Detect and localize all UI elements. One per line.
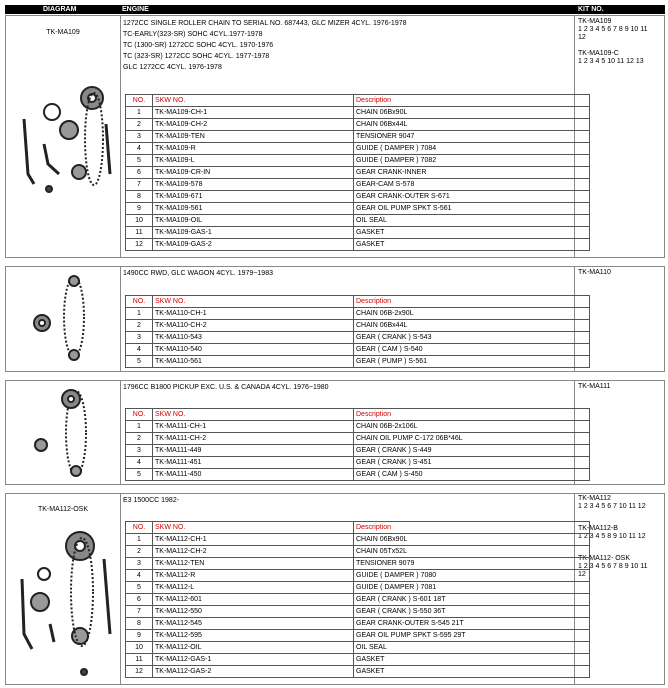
kit-line: 1 2 3 4 5 10 11 12 13 [578,58,644,65]
cell-no: 1 [126,534,153,546]
cell-skw: TK-MA109-578 [153,179,354,191]
column-header-desc: Description [354,296,590,308]
cell-desc: GASKET [354,666,590,678]
cell-desc: OIL SEAL [354,642,590,654]
parts-table [125,408,590,481]
timing-kit-diagram [26,273,106,367]
cell-no: 1 [126,421,153,433]
cell-no: 6 [126,167,153,179]
cell-skw: TK-MA109-L [153,155,354,167]
cell-no: 5 [126,356,153,368]
cell-skw: TK-MA112-595 [153,630,354,642]
table-header-row [126,522,590,534]
table-row [126,131,590,143]
column-header-skw: SKW NO. [153,522,354,534]
table-row [126,582,590,594]
table-row [126,143,590,155]
cell-desc: GEAR CRANK-INNER [354,167,590,179]
guide-icon [24,119,34,184]
cell-no: 3 [126,445,153,457]
cell-desc: GEAR ( CAM ) S-450 [354,469,590,481]
engine-line: GLC 1272CC 4CYL. 1976-1978 [123,64,222,71]
cell-skw: TK-MA112-545 [153,618,354,630]
cell-no: 7 [126,179,153,191]
cell-skw: TK-MA111-CH-2 [153,433,354,445]
cell-desc: GEAR ( CRANK ) S-550 36T [354,606,590,618]
cell-no: 5 [126,469,153,481]
kit-line: 1 2 3 4 5 8 9 10 11 12 [578,533,646,540]
table-row [126,227,590,239]
table-row [126,191,590,203]
column-header-skw: SKW NO. [153,95,354,107]
header-engine: ENGINE [122,6,149,13]
cell-skw: TK-MA112-550 [153,606,354,618]
cell-skw: TK-MA112-L [153,582,354,594]
cell-desc: CHAIN 06B-2x106L [354,421,590,433]
kit-numbers [578,18,648,66]
timing-kit-diagram [14,84,114,214]
cell-desc: GEAR ( CAM ) S-540 [354,344,590,356]
table-row [126,630,590,642]
crank-gear-icon [35,439,47,451]
diagram-label: TK-MA109 [46,29,80,36]
table-row [126,356,590,368]
kit-line: 1 2 3 4 5 6 7 8 9 10 11 [578,26,648,33]
cell-desc: GASKET [354,239,590,251]
cell-no: 9 [126,630,153,642]
column-header-no: NO. [126,522,153,534]
cell-no: 11 [126,227,153,239]
cell-desc: TENSIONER 9079 [354,558,590,570]
table-row [126,570,590,582]
cell-skw: TK-MA109-CH-2 [153,119,354,131]
kit-block-ma109 [5,15,665,258]
cell-desc: GUIDE ( DAMPER ) 7084 [354,143,590,155]
cell-desc: GUIDE ( DAMPER ) 7082 [354,155,590,167]
oil-seal-icon [38,568,50,580]
table-row [126,167,590,179]
cell-desc: GEAR-CAM S-578 [354,179,590,191]
table-row [126,215,590,227]
table-row [126,433,590,445]
cell-desc: CHAIN 06Bx90L [354,107,590,119]
engine-line: 1272CC SINGLE ROLLER CHAIN TO SERIAL NO. 687443, GLC MIZER 4CYL. 1976-1978 [123,20,407,27]
cell-no: 5 [126,155,153,167]
cell-no: 10 [126,215,153,227]
cell-desc: GEAR ( CRANK ) S-451 [354,457,590,469]
cell-skw: TK-MA112-601 [153,594,354,606]
table-header-row [126,95,590,107]
kit-numbers [578,383,610,391]
guide-icon [22,579,32,649]
cell-no: 6 [126,594,153,606]
oil-pump-gear-icon [60,121,78,139]
cell-no: 2 [126,119,153,131]
header-bar [5,5,665,14]
cell-no: 2 [126,546,153,558]
column-header-skw: SKW NO. [153,409,354,421]
cell-skw: TK-MA109-CR-IN [153,167,354,179]
cell-skw: TK-MA112-CH-2 [153,546,354,558]
cell-no: 8 [126,191,153,203]
cell-no: 10 [126,642,153,654]
cell-skw: TK-MA109-OIL [153,215,354,227]
cell-desc: GUIDE ( DAMPER ) 7080 [354,570,590,582]
parts-table [125,94,590,251]
kit-line: TK-MA112- OSK [578,555,630,562]
table-row [126,606,590,618]
cell-no: 8 [126,618,153,630]
cell-desc: GEAR CRANK-OUTER S-671 [354,191,590,203]
cell-skw: TK-MA112-GAS-1 [153,654,354,666]
table-row [126,534,590,546]
table-row [126,618,590,630]
table-row [126,308,590,320]
kit-numbers [578,269,611,277]
parts-table [125,295,590,368]
kit-line: 1 2 3 4 5 6 7 10 11 12 [578,503,646,510]
cell-desc: CHAIN 06Bx44L [354,320,590,332]
cell-desc: CHAIN 06Bx90L [354,534,590,546]
table-row [126,457,590,469]
column-header-desc: Description [354,409,590,421]
cell-skw: TK-MA110-CH-2 [153,320,354,332]
cell-skw: TK-MA112-TEN [153,558,354,570]
cell-skw: TK-MA110-561 [153,356,354,368]
cell-skw: TK-MA111-451 [153,457,354,469]
kit-line: 12 [578,571,586,578]
table-row [126,119,590,131]
kit-block-ma110 [5,266,665,372]
kit-line: 12 [578,34,586,41]
table-row [126,239,590,251]
cell-desc: GEAR ( PUMP ) S-561 [354,356,590,368]
cell-desc: GEAR OIL PUMP SPKT S-595 29T [354,630,590,642]
cell-no: 7 [126,606,153,618]
cell-skw: TK-MA109-561 [153,203,354,215]
table-row [126,469,590,481]
oil-pump-gear-icon [69,350,79,360]
cell-no: 4 [126,570,153,582]
kit-block-ma112 [5,493,665,685]
cell-desc: OIL SEAL [354,215,590,227]
kit-line: 1 2 3 4 5 6 7 8 9 10 11 [578,563,648,570]
cell-desc: GEAR ( CRANK ) S-449 [354,445,590,457]
kit-line: TK-MA111 [578,383,611,390]
oil-seal-icon [44,104,60,120]
crank-gear-icon [72,628,88,644]
engine-lines [123,268,273,279]
diagram-label: TK-MA112-OSK [37,506,89,513]
cell-skw: TK-MA111-450 [153,469,354,481]
kit-block-ma111 [5,380,665,485]
column-header-no: NO. [126,95,153,107]
cell-skw: TK-MA109-TEN [153,131,354,143]
table-row [126,594,590,606]
cell-no: 1 [126,107,153,119]
cell-skw: TK-MA111-449 [153,445,354,457]
kit-line: TK-MA112-B [578,525,618,532]
cell-skw: TK-MA109-GAS-2 [153,239,354,251]
table-row [126,445,590,457]
cell-skw: TK-MA109-671 [153,191,354,203]
cell-desc: GEAR ( CRANK ) S-601 18T [354,594,590,606]
cell-no: 11 [126,654,153,666]
column-header-no: NO. [126,409,153,421]
kit-line: TK-MA109 [578,18,612,25]
cell-no: 2 [126,320,153,332]
cell-skw: TK-MA110-CH-1 [153,308,354,320]
table-row [126,642,590,654]
timing-kit-diagram [14,524,118,680]
cell-skw: TK-MA110-543 [153,332,354,344]
engine-line: E3 1500CC 1982- [123,497,180,504]
kit-line: TK-MA110 [578,269,611,276]
cell-desc: TENSIONER 9047 [354,131,590,143]
crank-gear-icon [72,165,86,179]
engine-line: TC (323-SR) 1272CC SOHC 4CYL. 1977-1978 [123,53,270,60]
cell-no: 9 [126,203,153,215]
table-row [126,332,590,344]
cell-no: 4 [126,143,153,155]
engine-line: 1490CC RWD, GLC WAGON 4CYL. 1979~1983 [123,270,273,277]
cell-desc: GASKET [354,654,590,666]
table-row [126,421,590,433]
table-header-row [126,296,590,308]
engine-lines [123,382,329,393]
header-diagram: DIAGRAM [43,6,77,13]
column-header-desc: Description [354,95,590,107]
cell-no: 3 [126,558,153,570]
kit-line: TK-MA112 [578,495,611,502]
table-row [126,344,590,356]
cell-no: 12 [126,666,153,678]
cell-skw: TK-MA112-R [153,570,354,582]
parts-table [125,521,590,678]
engine-lines [123,495,179,506]
cell-skw: TK-MA109-CH-1 [153,107,354,119]
table-row [126,107,590,119]
engine-lines [123,18,407,73]
cell-desc: GEAR CRANK-OUTER S-545 21T [354,618,590,630]
chain-icon [64,277,84,357]
table-row [126,179,590,191]
engine-line: TC (1300-SR) 1272CC SOHC 4CYL. 1970-1976 [123,42,274,49]
table-row [126,546,590,558]
cell-desc: GUIDE ( DAMPER ) 7081 [354,582,590,594]
cell-desc: CHAIN 06B-2x90L [354,308,590,320]
cell-desc: CHAIN OIL PUMP C-172 06B*46L [354,433,590,445]
cell-no: 1 [126,308,153,320]
kit-line: TK-MA109-C [578,50,619,57]
column-header-skw: SKW NO. [153,296,354,308]
cell-desc: GASKET [354,227,590,239]
table-row [126,666,590,678]
cell-skw: TK-MA112-OIL [153,642,354,654]
table-header-row [126,409,590,421]
table-row [126,203,590,215]
kit-line [578,42,648,50]
oil-pump-gear-icon [31,593,49,611]
cell-no: 3 [126,131,153,143]
engine-line: 1796CC B1800 PICKUP EXC. U.S. & CANADA 4CYL. 1976~1980 [123,384,329,391]
cell-no: 4 [126,457,153,469]
cell-skw: TK-MA112-GAS-2 [153,666,354,678]
cell-skw: TK-MA112-CH-1 [153,534,354,546]
engine-line: TC-EARLY(323-SR) SOHC 4CYL.1977-1978 [123,31,263,38]
cell-skw: TK-MA109-R [153,143,354,155]
cell-no: 2 [126,433,153,445]
header-kit: KIT NO. [578,6,604,13]
crank-gear-icon [69,276,79,286]
cell-desc: GEAR ( CRANK ) S-543 [354,332,590,344]
cell-desc: CHAIN 05Tx52L [354,546,590,558]
table-row [126,155,590,167]
column-header-no: NO. [126,296,153,308]
cell-desc: CHAIN 06Bx44L [354,119,590,131]
cell-no: 3 [126,332,153,344]
oil-pump-gear-icon [71,466,81,476]
timing-kit-diagram [31,385,101,481]
table-row [126,654,590,666]
cell-no: 4 [126,344,153,356]
cell-skw: TK-MA109-GAS-1 [153,227,354,239]
table-row [126,558,590,570]
cell-skw: TK-MA111-CH-1 [153,421,354,433]
cell-no: 12 [126,239,153,251]
column-header-desc: Description [354,522,590,534]
cell-no: 5 [126,582,153,594]
table-row [126,320,590,332]
cell-desc: GEAR OIL PUMP SPKT S-561 [354,203,590,215]
cell-skw: TK-MA110-540 [153,344,354,356]
